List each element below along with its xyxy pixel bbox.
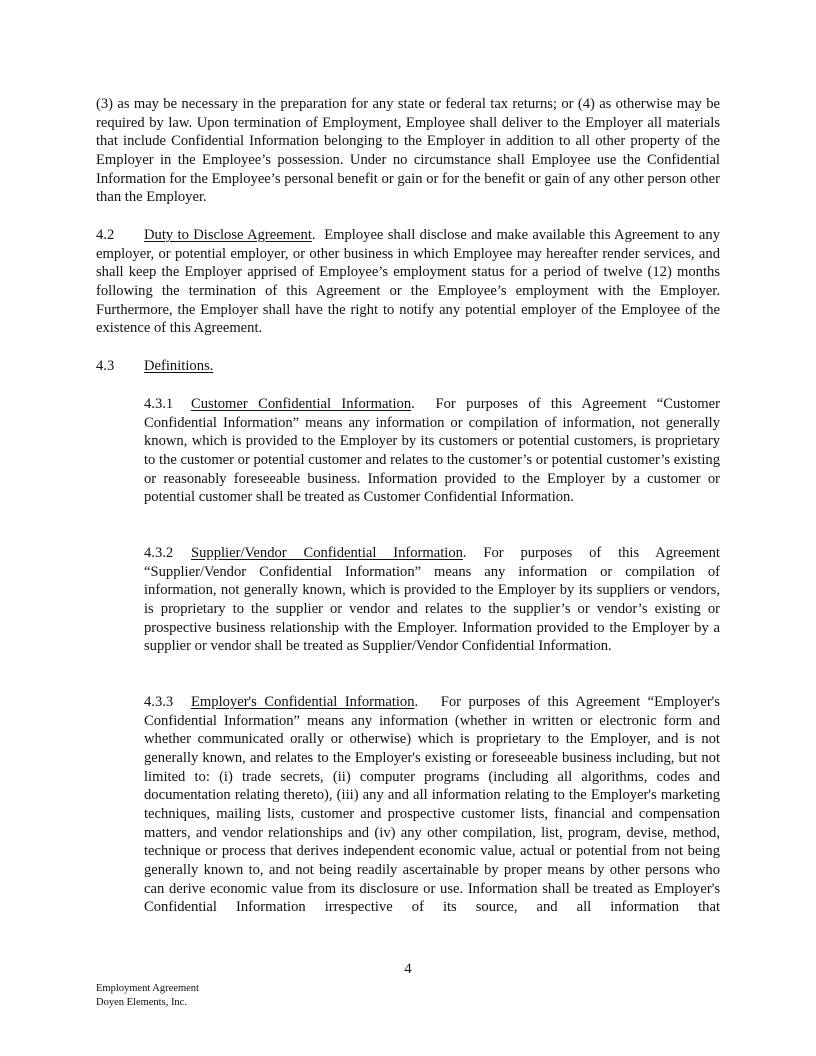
subsection-number: 4.3.3 xyxy=(144,694,174,710)
subsection-heading: Supplier/Vendor Confidential Information xyxy=(191,545,463,561)
section-4-2 xyxy=(96,226,720,338)
continuation-paragraph xyxy=(96,95,720,207)
subsection-4-3-3 xyxy=(144,693,720,917)
heading-period: . xyxy=(462,545,484,561)
section-body: Employee shall disclose and make available this Agreement to any employer, or potential employer, or other business in which Employee may hereafter render services, and shall keep the Employer apprised of Employee’s employment status for a period of twelve (12) months following the termination of this Agreement or the Employee’s employment with the Employer. Furthermore, the Employer shall have the right to notify any potential employer of the Employee of the existence of this Agreement. xyxy=(96,227,720,337)
subsection-number: 4.3.2 xyxy=(144,545,174,561)
section-heading: Duty to Disclose Agreement xyxy=(144,227,312,243)
subsection-heading: Customer Confidential Information xyxy=(191,396,412,412)
footer-company-name: Doyen Elements, Inc. xyxy=(96,997,187,1008)
section-number: 4.3 xyxy=(96,358,115,374)
page-footer xyxy=(96,982,199,1010)
subsection-heading: Employer's Confidential Information xyxy=(191,694,415,710)
subsection-body: For purposes of this Agreement “Supplier/Vendor Confidential Information” means any information or compilation of information, not generally known, which is provided to the Employer by its suppliers or vendors, is proprietary to the supplier or vendor and relates to the supplier’s or vendor’s existing or prospective business relationship with the Employer. Information provided to the Employer by a supplier or vendor shall be treated as Supplier/Vendor Confidential Information. xyxy=(144,545,720,655)
section-number: 4.2 xyxy=(96,227,115,243)
page-number: 4 xyxy=(404,961,412,977)
subsection-4-3-2 xyxy=(144,544,720,656)
subsection-4-3-1 xyxy=(144,395,720,507)
footer-document-title: Employment Agreement xyxy=(96,983,199,994)
heading-period: . xyxy=(414,694,441,710)
subsection-body: For purposes of this Agreement “Customer Confidential Information” means any information or compilation of information, not generally known, which is provided to the Employer by its customers or potential customers, is proprietary to the customer or potential customer and relates to the customer’s or potential customer’s existing or reasonably foreseeable business. Information provided to the Employer by a customer or potential customer shall be treated as Customer Confidential Information. xyxy=(144,396,720,506)
section-heading: Definitions xyxy=(144,358,210,374)
paragraph-text: (3) as may be necessary in the preparation for any state or federal tax returns; or (4) as otherwise may be required by law. Upon termination of Employment, Employee shall deliver to the Employer all materials that include Confidential Information belonging to the Employer in addition to all other property of the Employer in the Employee’s possession. Under no circumstance shall Employee use the Confidential Information for the Employee’s personal benefit or gain or for the benefit or gain of any other person other than the Employer. xyxy=(96,96,720,206)
heading-period: . xyxy=(411,396,436,412)
subsection-body: For purposes of this Agreement “Employer's Confidential Information” means any information (whether in written or electronic form and whether communicated orally or otherwise) which is proprietary to the Employer, and is not generally known, and relates to the Employer's existing or foreseeable business including, but not limited to: (i) trade secrets, (ii) computer programs (including all algorithms, codes and documentation relating thereto), (iii) any and all information relating to the Employer's marketing techniques, mailing lists, customer and prospective customer lists, financial and compensation matters, and vendor relationships and (iv) any other compilation, list, program, devise, method, technique or process that derives independent economic value, actual or potential from not being generally known to, and not being readily ascertainable by proper means by other persons who can derive economic value from its disclosure or use. Information shall be treated as Employer's Confidential Information irrespective of its source, and all information that xyxy=(144,694,720,916)
heading-period: . xyxy=(311,227,325,243)
section-4-3 xyxy=(96,357,720,376)
heading-period: . xyxy=(209,358,214,374)
subsection-number: 4.3.1 xyxy=(144,396,174,412)
